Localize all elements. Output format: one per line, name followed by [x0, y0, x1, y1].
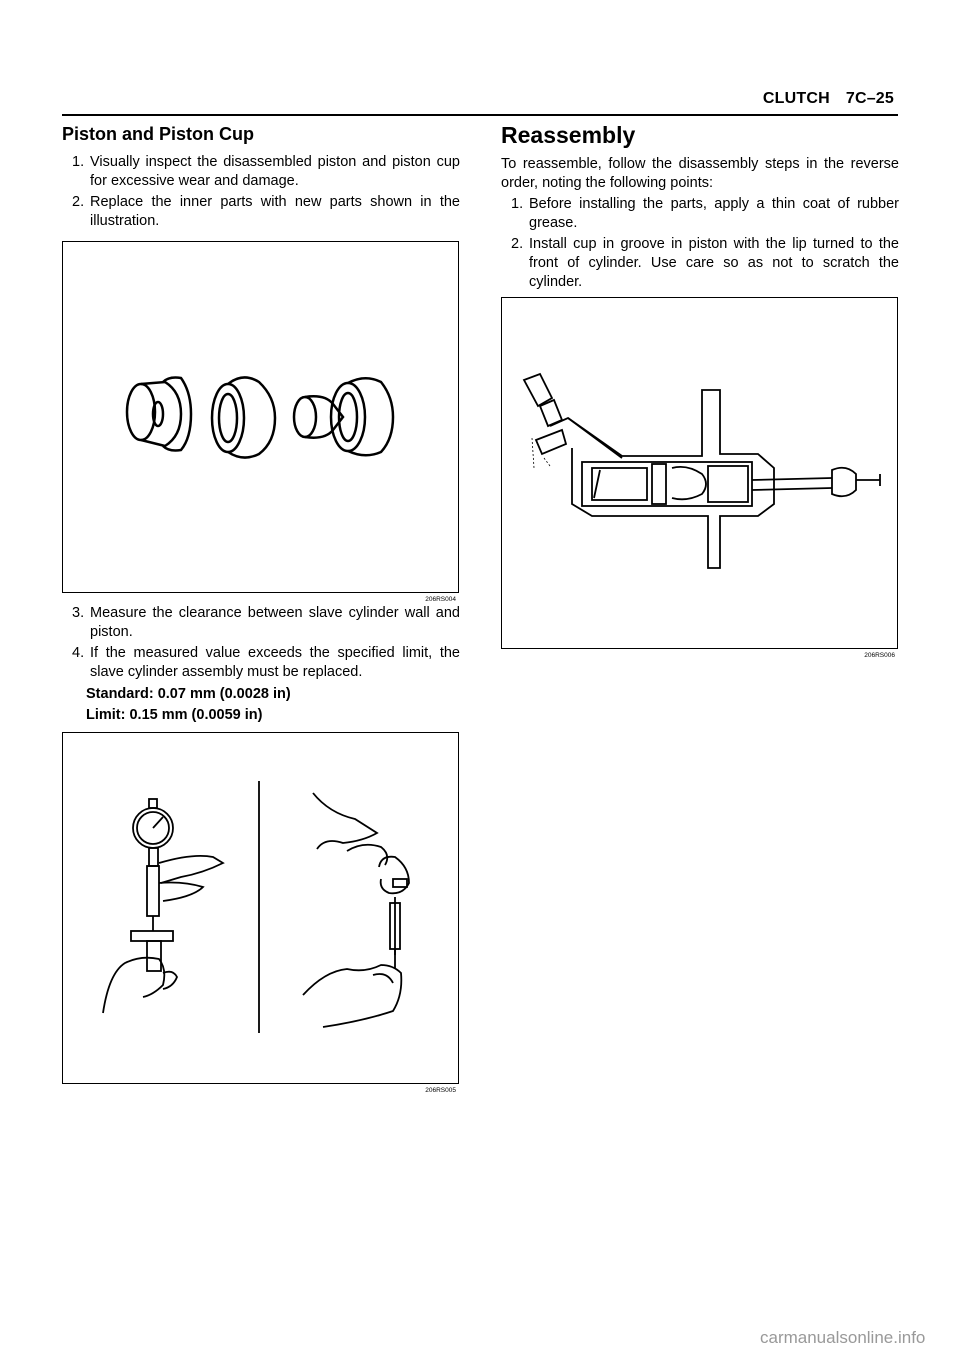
- left-column: [62, 124, 460, 233]
- right-column: [501, 122, 899, 294]
- step-item: [501, 195, 899, 233]
- step-number: 1.: [511, 196, 524, 212]
- figure-piston-parts: [62, 241, 459, 603]
- steps-list-a: [62, 153, 460, 231]
- step-text: Replace the inner parts with new parts shown in the illustration.: [90, 194, 460, 229]
- reassembly-intro: To reassemble, follow the disassembly steps in the reverse order, noting the following points:: [501, 156, 899, 191]
- reassembly-steps: [501, 195, 899, 292]
- step-text: If the measured value exceeds the specified limit, the slave cylinder assembly must be replaced.: [90, 645, 460, 680]
- step-number: 3.: [72, 605, 85, 621]
- figure-cylinder-section: [501, 297, 898, 659]
- steps-list-b: [62, 604, 460, 682]
- figure-code: 206RS006: [864, 652, 895, 659]
- left-column-lower: [62, 604, 460, 726]
- spec-limit: Limit: 0.15 mm (0.0059 in): [86, 707, 263, 723]
- step-number: 2.: [72, 194, 85, 210]
- section-title: CLUTCH: [762, 90, 830, 107]
- figure-measurement: [62, 732, 459, 1094]
- step-number: 4.: [72, 645, 85, 661]
- figure-code: 206RS004: [425, 596, 456, 603]
- step-item: [501, 235, 899, 292]
- step-item: [62, 193, 460, 231]
- step-number: 2.: [511, 236, 524, 252]
- cylinder-section-illustration: [502, 298, 897, 648]
- page-number: 7C–25: [845, 90, 894, 107]
- step-text: Before installing the parts, apply a thin coat of rubber grease.: [529, 196, 899, 231]
- step-item: [62, 644, 460, 682]
- header-text: [747, 90, 894, 108]
- step-text: Install cup in groove in piston with the lip turned to the front of cylinder. Use care so as not to scratch the cylinder.: [529, 236, 899, 290]
- step-text: Visually inspect the disassembled piston and piston cup for excessive wear and damage.: [90, 154, 460, 189]
- section-heading-reassembly: Reassembly: [501, 122, 636, 148]
- spec-standard: Standard: 0.07 mm (0.0028 in): [86, 686, 291, 702]
- figure-code: 206RS005: [425, 1087, 456, 1094]
- step-number: 1.: [72, 154, 85, 170]
- step-text: Measure the clearance between slave cylinder wall and piston.: [90, 605, 460, 640]
- page-header: [62, 84, 898, 116]
- step-item: [62, 604, 460, 642]
- piston-parts-illustration: [63, 242, 458, 592]
- section-heading-piston: Piston and Piston Cup: [62, 124, 254, 144]
- measurement-illustration: [63, 733, 458, 1083]
- step-item: [62, 153, 460, 191]
- watermark: carmanualsonline.info: [760, 1328, 926, 1347]
